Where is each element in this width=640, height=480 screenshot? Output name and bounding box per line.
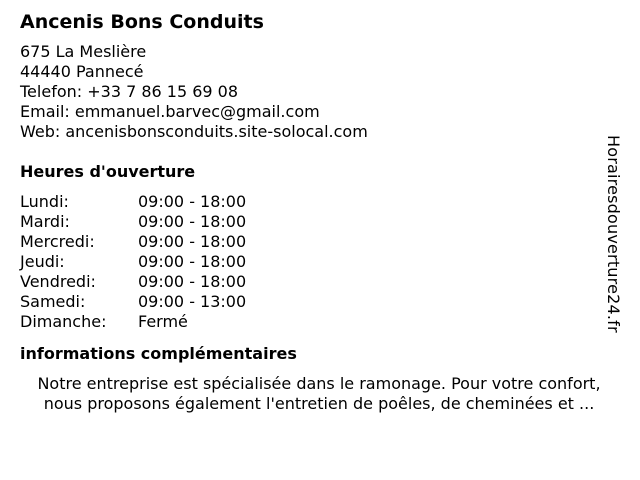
hours-table	[20, 192, 610, 332]
day-label: Jeudi:	[20, 252, 65, 271]
web-line: Web: ancenisbonsconduits.site-solocal.com	[20, 122, 368, 141]
business-card	[20, 10, 610, 414]
day-hours: 09:00 - 13:00	[138, 292, 247, 311]
info-text-line-2: nous proposons également l'entretien de poêles, de cheminées et ...	[43, 394, 595, 413]
day-label: Mardi:	[20, 212, 70, 231]
hours-row-monday	[20, 192, 610, 212]
day-hours: 09:00 - 18:00	[138, 212, 247, 231]
address-line-1: 675 La Meslière	[20, 42, 147, 61]
info-text-line-1: Notre entreprise est spécialisée dans le ramonage. Pour votre confort,	[37, 374, 601, 393]
hours-row-thursday	[20, 252, 610, 272]
business-name: Ancenis Bons Conduits	[20, 11, 264, 33]
hours-row-sunday	[20, 312, 610, 332]
watermark-brand: Horairesdouverture24.fr	[604, 135, 623, 333]
info-heading: informations complémentaires	[20, 344, 297, 363]
day-hours: 09:00 - 18:00	[138, 252, 247, 271]
day-label: Dimanche:	[20, 312, 107, 331]
hours-heading: Heures d'ouverture	[20, 162, 196, 181]
day-label: Mercredi:	[20, 232, 95, 251]
day-hours: Fermé	[138, 312, 188, 331]
day-label: Vendredi:	[20, 272, 96, 291]
address-line-2: 44440 Pannecé	[20, 62, 144, 81]
hours-row-wednesday	[20, 232, 610, 252]
day-hours: 09:00 - 18:00	[138, 272, 247, 291]
hours-row-tuesday	[20, 212, 610, 232]
phone-line: Telefon: +33 7 86 15 69 08	[20, 82, 239, 101]
hours-row-saturday	[20, 292, 610, 312]
day-label: Samedi:	[20, 292, 86, 311]
day-hours: 09:00 - 18:00	[138, 232, 247, 251]
email-line: Email: emmanuel.barvec@gmail.com	[20, 102, 320, 121]
day-hours: 09:00 - 18:00	[138, 192, 247, 211]
day-label: Lundi:	[20, 192, 69, 211]
hours-row-friday	[20, 272, 610, 292]
